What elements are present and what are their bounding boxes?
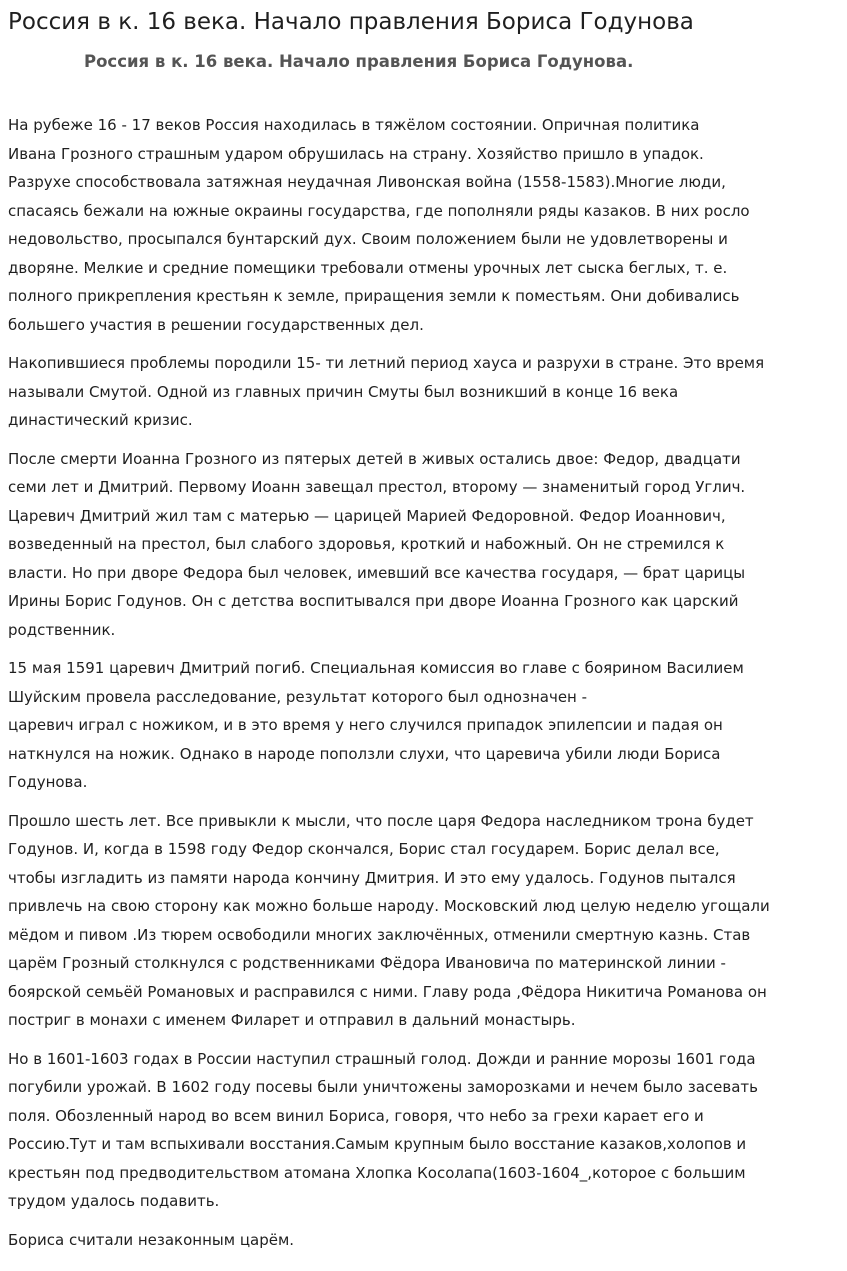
paragraph-line: царём Грозный столкнулся с родственниками Фёдора Ивановича по материнской линии - [8,954,726,972]
paragraph-line: На рубеже 16 - 17 веков Россия находилась в тяжёлом состоянии. Опричная политика [8,116,700,134]
paragraph-line: После смерти Иоанна Грозного из пятерых детей в живых остались двое: Федор, двадцати [8,449,741,468]
paragraph-line: Годунов. И, когда в 1598 году Федор скончался, Борис стал государем. Борис делал все, [8,840,720,858]
paragraph-line: Прошло шесть лет. Все привыкли к мысли, что после царя Федора наследником трона будет [8,811,754,830]
paragraph-line: возведенный на престол, был слабого здоровья, кроткий и набожный. Он не стремился к [8,535,725,553]
paragraph-line: крестьян под предводительством атомана Хлопка Косолапа(1603-1604_,которое с большим [8,1163,746,1182]
paragraph-line: погубили урожай. В 1602 году посевы были уничтожены заморозками и нечем было засевать [8,1078,758,1096]
paragraph-line: родственник. [8,620,116,639]
paragraph-line: привлечь на свою сторону как можно больше народу. Московский люд целую неделю угощали [8,897,770,915]
paragraph-line: династический кризис. [8,411,193,429]
paragraph-line: власти. Но при дворе Федора был человек, имевший все качества государя, — брат царицы [8,563,746,582]
paragraph-line: Царевич Дмитрий жил там с матерью — царицей Марией Федоровной. Федор Иоаннович, [8,506,726,525]
article-paragraph [8,1226,838,1255]
paragraph-line: дворяне. Мелкие и средние помещики требовали отмены урочных лет сыска беглых, т. е. [8,258,728,277]
paragraph-line: Ирины Борис Годунов. Он с детства воспитывался при дворе Иоанна Грозного как царский [8,592,739,610]
article-paragraph [8,654,838,797]
article-paragraph [8,111,838,339]
paragraph-line: Накопившиеся проблемы породили 15- ти летний период хауса и разрухи в стране. Это время [8,354,765,372]
paragraph-line: мёдом и пивом .Из тюрем освободили многих заключённых, отменили смертную казнь. Став [8,925,751,944]
paragraph-line: Разрухе способствовала затяжная неудачная Ливонская война (1558-1583).Многие люди, [8,173,726,191]
paragraph-line: чтобы изгладить из памяти народа кончину Дмитрия. И это ему удалось. Годунов пытался [8,868,736,887]
paragraph-line: Ивана Грозного страшным ударом обрушилась на страну. Хозяйство пришло в упадок. [8,144,704,163]
paragraph-line: Россию.Тут и там вспыхивали восстания.Самым крупным было восстание казаков,холопов и [8,1135,747,1153]
article-paragraph [8,1045,838,1216]
paragraph-line: полного прикрепления крестьян к земле, приращения земли к поместьям. Они добивались [8,287,740,305]
paragraph-line: царевич играл с ножиком, и в это время у него случился припадок эпилепсии и падая он [8,716,723,734]
article-paragraph [8,349,838,435]
paragraph-line: спасаясь бежали на южные окраины государства, где пополняли ряды казаков. В них росло [8,201,750,220]
paragraph-line: 15 мая 1591 царевич Дмитрий погиб. Специальная комиссия во главе с боярином Василием [8,659,744,677]
paragraph-line: семи лет и Дмитрий. Первому Иоанн завещал престол, второму — знаменитый город Углич. [8,478,746,496]
paragraph-line: Но в 1601-1603 годах в России наступил страшный голод. Дожди и ранние морозы 1601 года [8,1049,756,1068]
paragraph-line: Годунова. [8,773,88,791]
page-title: Россия в к. 16 века. Начало правления Бориса Годунова [8,9,694,35]
paragraph-line: Шуйским провела расследование, результат которого был однозначен - [8,687,588,706]
article-paragraph [8,807,838,1035]
paragraph-line: трудом удалось подавить. [8,1192,220,1210]
paragraph-line: постриг в монахи с именем Филарет и отправил в дальний монастырь. [8,1011,576,1029]
paragraph-line: недовольство, просыпался бунтарский дух. Своим положением были не удовлетворены и [8,230,728,248]
article-paragraph [8,445,838,645]
article-subtitle: Россия в к. 16 века. Начало правления Бориса Годунова. [84,52,634,71]
paragraph-line: поля. Обозленный народ во всем винил Бориса, говоря, что небо за грехи карает его и [8,1106,704,1125]
article-body [8,111,838,1264]
paragraph-line: наткнулся на ножик. Однако в народе поползли слухи, что царевича убили люди Бориса [8,744,721,763]
paragraph-line: Бориса считали незаконным царём. [8,1230,295,1249]
paragraph-line: боярской семьёй Романовых и расправился с ними. Главу рода ,Фёдора Никитича Романова он [8,982,767,1001]
paragraph-line: называли Смутой. Одной из главных причин Смуты был возникший в конце 16 века [8,382,679,401]
paragraph-line: большего участия в решении государственных дел. [8,315,424,334]
